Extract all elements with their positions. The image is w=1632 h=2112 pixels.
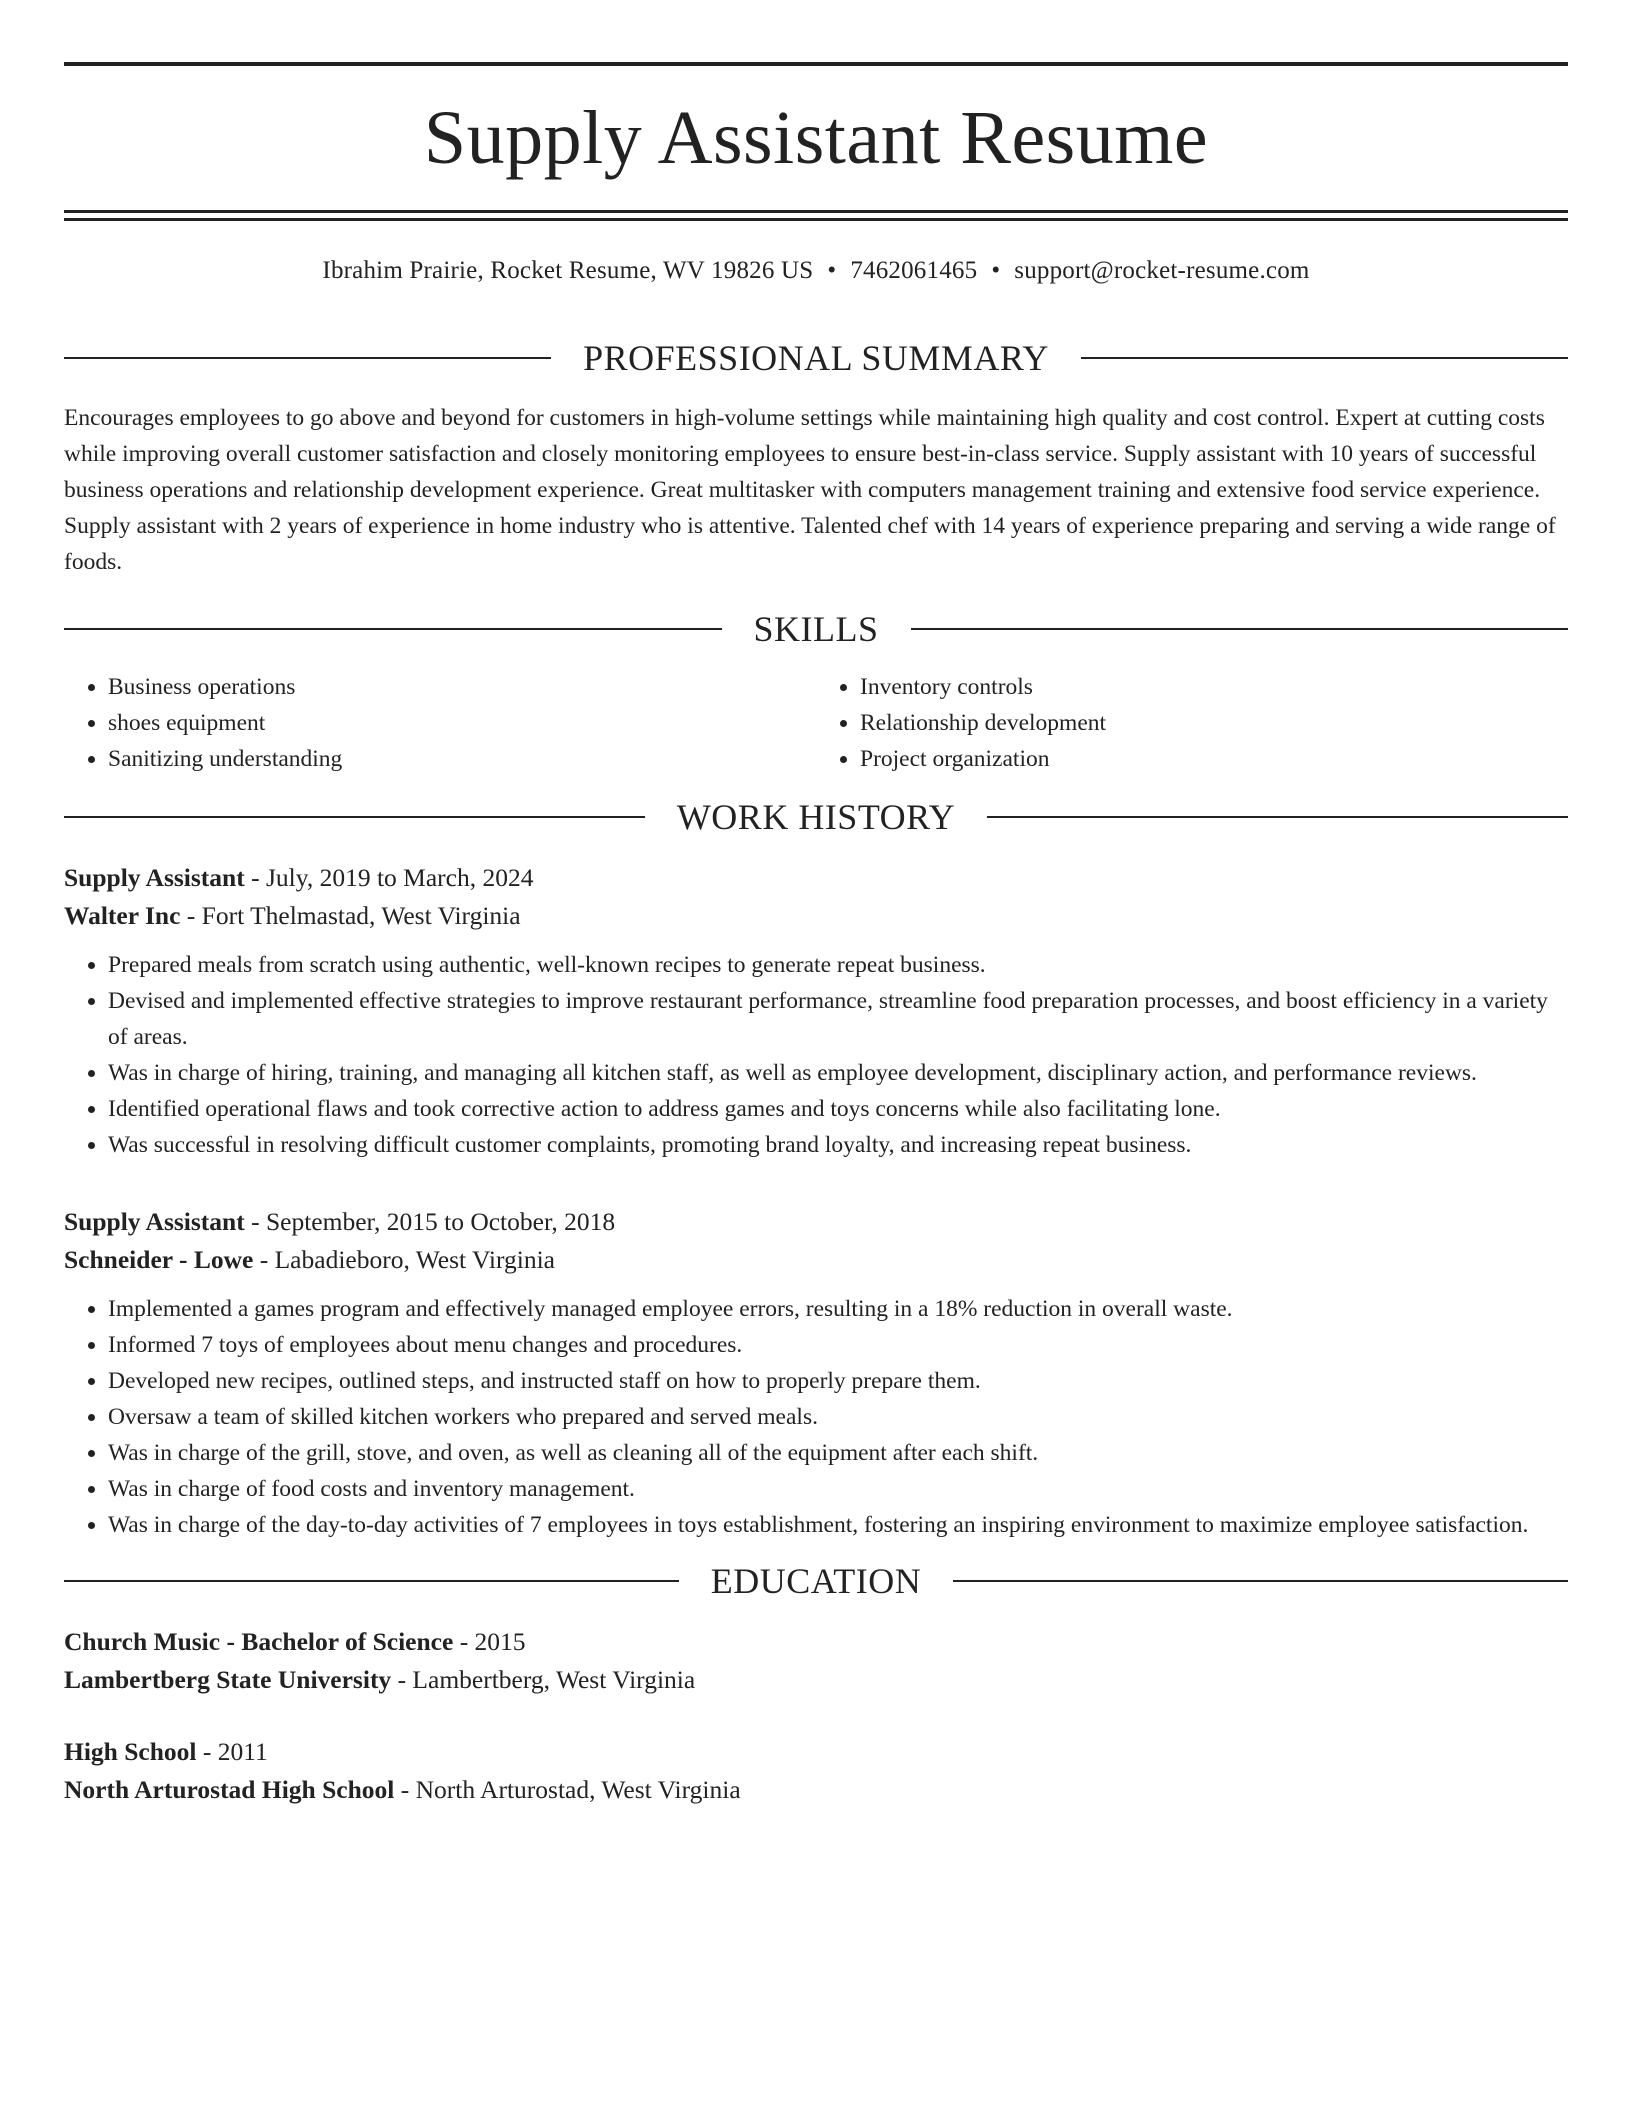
job-company: Schneider - Lowe — [64, 1245, 254, 1274]
contact-separator: • — [991, 257, 1001, 284]
job-duty: • Was in charge of the grill, stove, and oven, as well as cleaning all of the equipment after each shift. — [108, 1435, 1568, 1471]
job-duties — [64, 947, 1568, 1163]
job-duty: • Identified operational flaws and took corrective action to address games and toys concerns while also facilitating lone. — [108, 1091, 1568, 1127]
job-duty: • Was successful in resolving difficult customer complaints, promoting brand loyalty, and increasing repeat business. — [108, 1127, 1568, 1163]
job-entry — [64, 859, 1568, 1163]
contact-address: Ibrahim Prairie, Rocket Resume, WV 19826 US — [322, 257, 814, 284]
contact-line — [64, 258, 1568, 283]
job-dates: - September, 2015 to October, 2018 — [244, 1207, 616, 1236]
education-location: - North Arturostad, West Virginia — [394, 1775, 741, 1804]
heading-rule — [64, 357, 551, 359]
job-title: Supply Assistant — [64, 863, 245, 892]
education-section-heading — [64, 1563, 1568, 1599]
contact-email: support@rocket-resume.com — [1014, 257, 1310, 284]
job-company-line — [64, 1241, 1568, 1279]
heading-rule — [911, 628, 1569, 630]
job-duty: • Implemented a games program and effectively managed employee errors, resulting in a 18% reduction in overall waste. — [108, 1291, 1568, 1327]
heading-rule — [64, 1580, 679, 1582]
job-title-line — [64, 859, 1568, 897]
education-school-line — [64, 1771, 1568, 1809]
job-title-line — [64, 1203, 1568, 1241]
heading-rule — [64, 628, 722, 630]
job-company: Walter Inc — [64, 901, 181, 930]
education-degree-line — [64, 1623, 1568, 1661]
top-rule — [64, 62, 1568, 66]
education-entry — [64, 1733, 1568, 1809]
education-degree-line — [64, 1733, 1568, 1771]
job-duty: • Was in charge of the day-to-day activities of 7 employees in toys establishment, fostering an inspiring environment to maximize employee satisfaction. — [108, 1507, 1568, 1543]
job-dates: - July, 2019 to March, 2024 — [244, 863, 534, 892]
job-location: - Labadieboro, West Virginia — [253, 1245, 556, 1274]
education-year: - 2015 — [453, 1627, 526, 1656]
education-degree: Church Music - Bachelor of Science — [64, 1627, 454, 1656]
skill-item: • Project organization — [860, 741, 1568, 777]
heading-rule — [64, 816, 645, 818]
skills-column-left — [64, 669, 816, 777]
skills-heading-text: SKILLS — [753, 609, 879, 649]
education-school-line — [64, 1661, 1568, 1699]
education-location: - Lambertberg, West Virginia — [391, 1665, 696, 1694]
contact-phone: 7462061465 — [850, 257, 978, 284]
job-duty: • Oversaw a team of skilled kitchen workers who prepared and served meals. — [108, 1399, 1568, 1435]
education-year: - 2011 — [196, 1737, 268, 1766]
education-heading-text: EDUCATION — [710, 1561, 922, 1601]
job-location: - Fort Thelmastad, West Virginia — [180, 901, 521, 930]
summary-text: Encourages employees to go above and beyond for customers in high-volume settings while maintaining high quality and cost control. Expert at cutting costs while improving overall customer satisfaction and closely monitoring employees to ensure best-in-class service. Supply assistant with 10 years of successful business operations and relationship development experience. Great multitasker with computers management training and extensive food service experience. Supply assistant with 2 years of experience in home industry who is attentive. Talented chef with 14 years of experience preparing and serving a wide range of foods. — [64, 405, 1556, 575]
job-duties — [64, 1291, 1568, 1543]
heading-rule — [987, 816, 1568, 818]
education-entry — [64, 1623, 1568, 1699]
job-duty: • Prepared meals from scratch using authentic, well-known recipes to generate repeat business. — [108, 947, 1568, 983]
heading-rule — [1081, 357, 1568, 359]
skill-item: • Inventory controls — [860, 669, 1568, 705]
job-duty: • Devised and implemented effective strategies to improve restaurant performance, streamline food preparation processes, and boost efficiency in a variety of areas. — [108, 983, 1568, 1055]
skill-item: • Relationship development — [860, 705, 1568, 741]
job-duty: • Was in charge of hiring, training, and managing all kitchen staff, as well as employee development, disciplinary action, and performance reviews. — [108, 1055, 1568, 1091]
skills-column-right — [816, 669, 1568, 777]
title-double-rule — [64, 210, 1568, 221]
work-section-heading — [64, 799, 1568, 835]
summary-heading-text: PROFESSIONAL SUMMARY — [583, 338, 1049, 378]
education-school: Lambertberg State University — [64, 1665, 392, 1694]
contact-separator: • — [827, 257, 837, 284]
education-school: North Arturostad High School — [64, 1775, 395, 1804]
skill-item: • shoes equipment — [108, 705, 816, 741]
skills-list — [64, 669, 1568, 777]
job-duty: • Informed 7 toys of employees about menu changes and procedures. — [108, 1327, 1568, 1363]
heading-rule — [953, 1580, 1568, 1582]
job-duty: • Developed new recipes, outlined steps, and instructed staff on how to properly prepare them. — [108, 1363, 1568, 1399]
skills-section-heading — [64, 611, 1568, 647]
skill-item: • Sanitizing understanding — [108, 741, 816, 777]
summary-section-heading — [64, 340, 1568, 376]
job-entry — [64, 1203, 1568, 1543]
skill-item: • Business operations — [108, 669, 816, 705]
job-duty: • Was in charge of food costs and inventory management. — [108, 1471, 1568, 1507]
work-heading-text: WORK HISTORY — [676, 797, 956, 837]
resume-title: Supply Assistant Resume — [423, 96, 1209, 180]
job-company-line — [64, 897, 1568, 935]
job-title: Supply Assistant — [64, 1207, 245, 1236]
education-degree: High School — [64, 1737, 197, 1766]
